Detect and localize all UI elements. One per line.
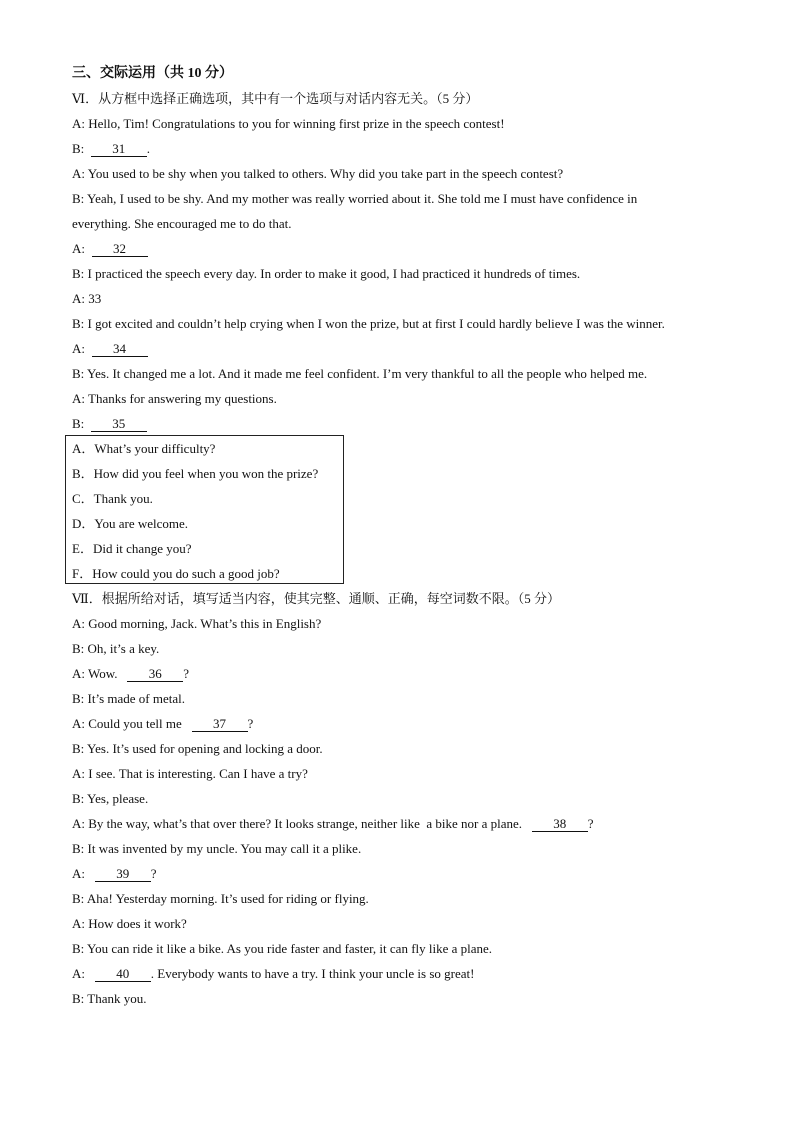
dialogue-line: B: I got excited and couldn’t help crying when I won the prize, but at first I could hardly believe I was the winner.: [72, 316, 665, 331]
dialogue-line: A: Good morning, Jack. What’s this in English?: [72, 616, 322, 631]
dialogue-line: [72, 416, 147, 432]
dialogue-line: A: 33: [72, 291, 102, 306]
line-text: .: [146, 141, 151, 156]
option-b: B．How did you feel when you won the prize?: [72, 466, 319, 481]
line-speaker: A: Wow.: [72, 666, 128, 681]
dialogue-line: A: You used to be shy when you talked to others. Why did you take part in the speech contest?: [72, 166, 564, 181]
answer-blank[interactable]: 40: [95, 967, 151, 982]
dialogue-line: [72, 141, 150, 157]
answer-blank[interactable]: 39: [95, 867, 151, 882]
line-speaker: A:: [72, 866, 95, 881]
line-speaker: B:: [72, 141, 91, 156]
dialogue-line: B: Aha! Yesterday morning. It’s used for riding or flying.: [72, 891, 369, 906]
dialogue-line: B: Yeah, I used to be shy. And my mother was really worried about it. She told me I must have confidence in: [72, 191, 638, 206]
line-text: ?: [183, 666, 190, 681]
line-speaker: A: Could you tell me: [72, 716, 192, 731]
line-text: ?: [587, 816, 594, 831]
answer-blank[interactable]: 34: [92, 342, 148, 357]
part6-instruction: Ⅵ．从方框中选择正确选项，其中有一个选项与对话内容无关。（5 分）: [72, 91, 479, 106]
dialogue-line: B: You can ride it like a bike. As you ride faster and faster, it can fly like a plane.: [72, 941, 493, 956]
answer-blank[interactable]: 38: [532, 817, 588, 832]
option-c: C．Thank you.: [72, 491, 153, 506]
line-speaker: B:: [72, 416, 91, 431]
dialogue-line: B: Oh, it’s a key.: [72, 641, 160, 656]
line-text: ?: [247, 716, 254, 731]
dialogue-line: [72, 241, 148, 257]
dialogue-line: A: I see. That is interesting. Can I have a try?: [72, 766, 308, 781]
answer-blank[interactable]: 36: [127, 667, 183, 682]
answer-blank[interactable]: 37: [192, 717, 248, 732]
dialogue-line: B: It was invented by my uncle. You may call it a plike.: [72, 841, 362, 856]
dialogue-line: B: Thank you.: [72, 991, 147, 1006]
line-speaker: A: By the way, what’s that over there? It looks strange, neither like a bike nor a plane.: [72, 816, 532, 831]
option-f: F．How could you do such a good job?: [72, 566, 280, 581]
dialogue-line: A: Hello, Tim! Congratulations to you for winning first prize in the speech contest!: [72, 116, 505, 131]
option-a: A．What’s your difficulty?: [72, 441, 216, 456]
option-e: E．Did it change you?: [72, 541, 192, 556]
dialogue-line: [72, 866, 157, 882]
line-speaker: A:: [72, 241, 92, 256]
answer-blank[interactable]: 31: [91, 142, 147, 157]
line-text: . Everybody wants to have a try. I think your uncle is so great!: [150, 966, 475, 981]
dialogue-line: A: How does it work?: [72, 916, 187, 931]
dialogue-line: [72, 716, 253, 732]
line-speaker: A:: [72, 966, 95, 981]
dialogue-line: [72, 666, 189, 682]
dialogue-line: B: It’s made of metal.: [72, 691, 186, 706]
answer-blank[interactable]: 35: [91, 417, 147, 432]
dialogue-line: [72, 341, 148, 357]
dialogue-line: B: I practiced the speech every day. In order to make it good, I had practiced it hundreds of times.: [72, 266, 581, 281]
dialogue-line: everything. She encouraged me to do that.: [72, 216, 292, 231]
dialogue-line: [72, 816, 594, 832]
dialogue-line: [72, 966, 474, 982]
line-speaker: A:: [72, 341, 92, 356]
section-title: 三、交际运用（共 10 分）: [72, 66, 233, 81]
options-box: [65, 435, 344, 584]
dialogue-line: B: Yes. It changed me a lot. And it made me feel confident. I’m very thankful to all the people who helped me.: [72, 366, 648, 381]
part7-instruction: Ⅶ．根据所给对话，填写适当内容，使其完整、通顺、正确，每空词数不限。（5 分）: [72, 591, 561, 606]
dialogue-line: B: Yes. It’s used for opening and locking a door.: [72, 741, 323, 756]
dialogue-line: B: Yes, please.: [72, 791, 149, 806]
line-text: ?: [150, 866, 157, 881]
option-d: D．You are welcome.: [72, 516, 189, 531]
dialogue-line: A: Thanks for answering my questions.: [72, 391, 277, 406]
answer-blank[interactable]: 32: [92, 242, 148, 257]
